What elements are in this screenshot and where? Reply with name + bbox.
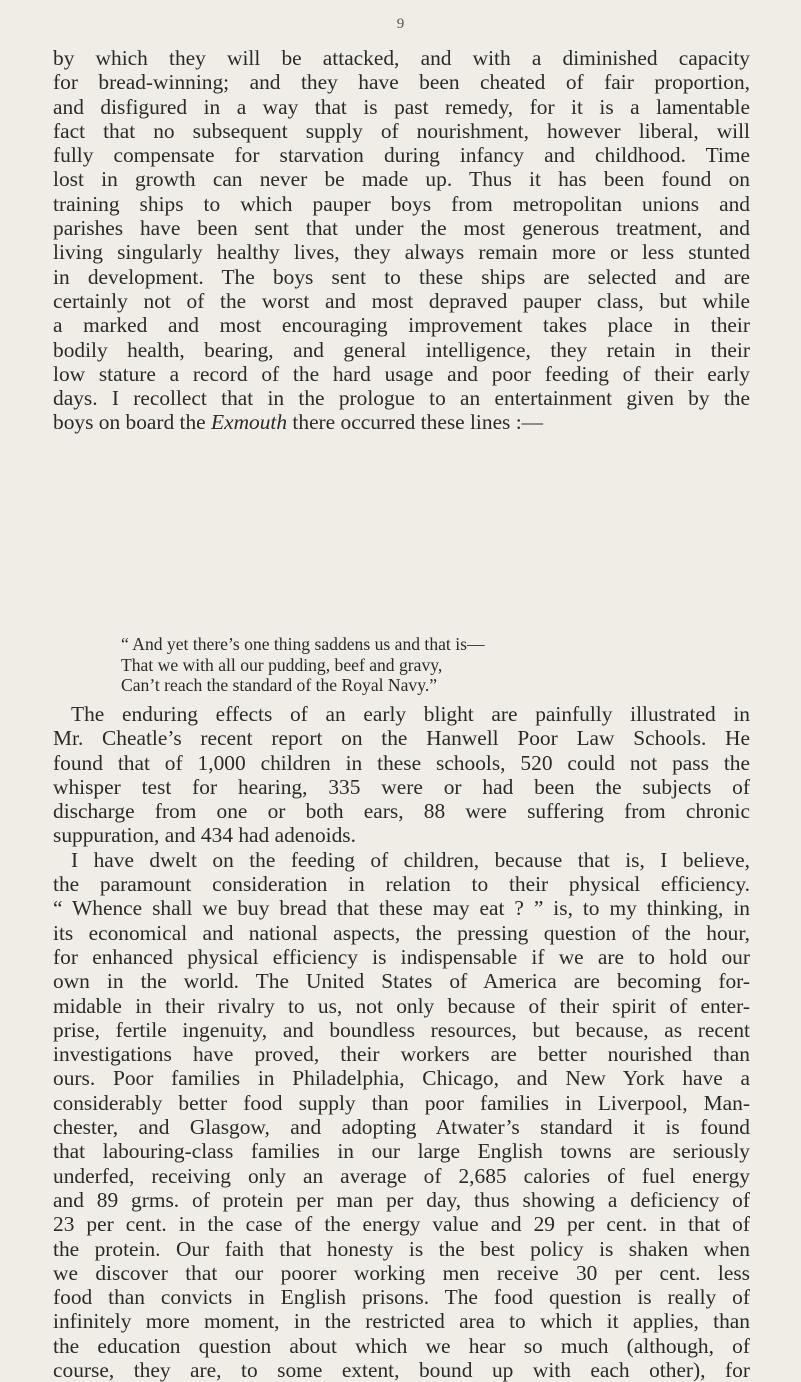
text-line: food than convicts in English prisons. The food question is really of (53, 1285, 750, 1310)
body-text-continued (53, 702, 750, 1382)
paragraph-1 (53, 46, 750, 435)
verse-line: Can’t reach the standard of the Royal Navy.” (121, 675, 438, 695)
text-line: whisper test for hearing, 335 were or had been the subjects of (53, 774, 750, 799)
text-line: and disfigured in a way that is past remedy, for it is a lamentable (53, 94, 750, 119)
text-line: course, they are, to some extent, bound up with each other), for (53, 1358, 750, 1382)
text-line: for bread-winning; and they have been cheated of fair proportion, (53, 70, 750, 95)
text-line: the protein. Our faith that honesty is the best policy is shaken when (53, 1236, 750, 1261)
text-line: training ships to which pauper boys from metropolitan unions and (53, 191, 750, 216)
text-line: parishes have been sent that under the most generous treatment, and (53, 216, 750, 241)
page-number: 9 (396, 16, 405, 32)
text-line: its economical and national aspects, the pressing question of the hour, (53, 920, 750, 945)
text-line: Mr. Cheatle’s recent report on the Hanwell Poor Law Schools. He (53, 726, 750, 751)
text-fragment: there occurred these lines :— (287, 410, 544, 435)
text-line: chester, and Glasgow, and adopting Atwater’s standard it is found (53, 1115, 750, 1140)
text-line: underfed, receiving only an average of 2,685 calories of fuel energy (53, 1163, 750, 1188)
text-line: suppuration, and 434 had adenoids. (53, 823, 356, 848)
text-fragment: boys on board the (53, 410, 212, 435)
text-line: investigations have proved, their workers are better nourished than (53, 1042, 750, 1067)
text-line: discharge from one or both ears, 88 were suffering from chronic (53, 799, 750, 824)
text-line: considerably better food supply than poor families in Liverpool, Man- (53, 1090, 750, 1115)
text-line: we discover that our poorer working men receive 30 per cent. less (53, 1260, 750, 1285)
text-line: certainly not of the worst and most depraved pauper class, but while (53, 288, 750, 313)
text-line: the paramount consideration in relation to their physical efficiency. (53, 872, 750, 897)
text-line: in development. The boys sent to these ships are selected and are (53, 264, 750, 289)
text-line: own in the world. The United States of America are becoming for- (53, 969, 750, 994)
text-line: The enduring effects of an early blight are painfully illustrated in (71, 702, 750, 726)
text-line: for enhanced physical efficiency is indispensable if we are to hold our (53, 944, 750, 969)
text-line: midable in their rivalry to us, not only because of their spirit of enter- (53, 993, 750, 1018)
text-line: “ Whence shall we buy bread that these may eat ? ” is, to my thinking, in (53, 896, 750, 921)
text-line: found that of 1,000 children in these schools, 520 could not pass the (53, 750, 750, 775)
text-line: living singularly healthy lives, they always remain more or less stunted (53, 240, 750, 265)
text-line (53, 410, 750, 434)
text-line: that labouring-class families in our large English towns are seriously (53, 1139, 750, 1164)
ship-name: Exmouth (211, 410, 288, 435)
text-line: bodily health, bearing, and general intelligence, they retain in their (53, 337, 750, 362)
text-line: low stature a record of the hard usage and poor feeding of their early (53, 361, 750, 386)
text-line: fact that no subsequent supply of nourishment, however liberal, will (53, 118, 750, 143)
verse-line: That we with all our pudding, beef and gravy, (121, 654, 443, 675)
text-line: a marked and most encouraging improvement takes place in their (53, 313, 750, 338)
text-line: prise, fertile ingenuity, and boundless resources, but because, as recent (53, 1017, 750, 1042)
text-line: by which they will be attacked, and with a diminished capacity (53, 46, 750, 70)
text-line: infinitely more moment, in the restricted area to which it applies, than (53, 1309, 750, 1334)
verse-quotation (121, 634, 485, 696)
text-line: lost in growth can never be made up. Thus it has been found on (53, 167, 750, 192)
text-line: I have dwelt on the feeding of children, because that is, I believe, (71, 847, 750, 872)
text-line: the education question about which we hear so much (although, of (53, 1333, 750, 1358)
text-line: and 89 grms. of protein per man per day, thus showing a deficiency of (53, 1187, 750, 1212)
text-line: fully compensate for starvation during infancy and childhood. Time (53, 143, 750, 168)
text-line: ours. Poor families in Philadelphia, Chicago, and New York have a (53, 1066, 750, 1091)
text-line: days. I recollect that in the prologue to an entertainment given by the (53, 386, 750, 411)
verse-line: “ And yet there’s one thing saddens us and that is— (121, 634, 485, 654)
text-line: 23 per cent. in the case of the energy value and 29 per cent. in that of (53, 1212, 750, 1237)
